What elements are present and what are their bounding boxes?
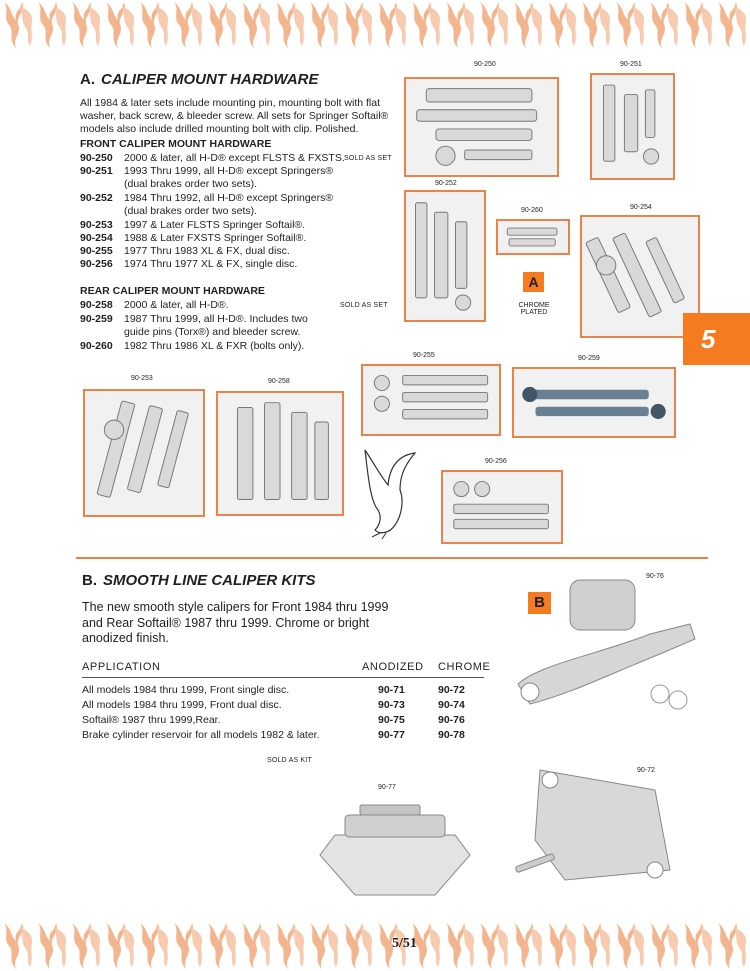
badge-b: B [528,592,551,614]
photo-label-90-77: 90-77 [378,784,396,791]
photo-label-90-251: 90-251 [620,61,642,68]
sold-as-kit: SOLD AS KIT [267,757,312,764]
section-a-intro: All 1984 & later sets include mounting pin, mounting bolt with flat washer, back screw, & bleeder screw. All sets for Springer Softail® models also include drilled mounting bolt with clip. Polished. [80,97,389,136]
table-row: Brake cylinder reservoir for all models 1982 & later. 90-77 90-78 [82,729,465,741]
photo-label-90-256: 90-256 [485,458,507,465]
front-item-cont: (dual brakes order two sets). [124,205,258,217]
photo-90-258 [216,391,344,516]
col-header-anodized: ANODIZED [362,661,424,673]
table-header-rule [82,677,484,678]
chapter-tab: 5 [683,313,750,365]
photo-label-90-72: 90-72 [637,767,655,774]
photo-label-90-259: 90-259 [578,355,600,362]
photo-90-251 [590,73,675,180]
rear-sold-as-set: SOLD AS SET [340,302,388,309]
section-divider [76,557,708,559]
caliper-bracket-90-76 [510,574,700,724]
photo-label-90-255: 90-255 [413,352,435,359]
front-sold-as-set: SOLD AS SET [344,155,392,162]
photo-90-256 [441,470,563,544]
reservoir-90-77 [315,795,475,900]
photo-label-90-258: 90-258 [268,378,290,385]
rear-item: 90-260 1982 Thru 1986 XL & FXR (bolts only). [80,340,305,352]
table-row: All models 1984 thru 1999, Front dual disc. 90-73 90-74 [82,699,465,711]
photo-90-250 [404,77,559,177]
front-item: 90-252 1984 Thru 1992, all H-D® except Springers® [80,192,334,204]
flame-border-bottom [0,921,750,971]
rear-item: 90-259 1987 Thru 1999, all H-D®. Includes two [80,313,308,325]
front-item: 90-255 1977 Thru 1983 XL & FX, dual disc. [80,245,290,257]
section-b-description: The new smooth style calipers for Front 1984 thru 1999 and Rear Softail® 1987 thru 1999. Chrome or bright anodized finish. [82,600,389,646]
front-item: 90-250 2000 & later, all H-D® except FLSTS & FXSTS. [80,152,345,164]
eagle-illustration [360,445,420,540]
front-heading: FRONT CALIPER MOUNT HARDWARE [80,138,272,150]
photo-label-90-253: 90-253 [131,375,153,382]
badge-a: A [523,272,544,292]
front-item: 90-254 1988 & Later FXSTS Springer Softail®. [80,232,307,244]
front-item: 90-256 1974 Thru 1977 XL & FX, single disc. [80,258,298,270]
rear-item: 90-258 2000 & later, all H-D®. [80,299,229,311]
photo-90-260 [496,219,570,255]
front-item: 90-251 1993 Thru 1999, all H-D® except Springers® [80,165,334,177]
section-a-title: A. CALIPER MOUNT HARDWARE [80,71,319,88]
flame-border-top [0,0,750,52]
photo-label-90-254: 90-254 [630,204,652,211]
photo-label-90-76: 90-76 [646,573,664,580]
rear-item-cont: guide pins (Torx®) and bleeder screw. [124,326,301,338]
photo-label-90-250: 90-250 [474,61,496,68]
photo-label-90-252: 90-252 [435,180,457,187]
photo-90-255 [361,364,501,436]
chrome-plated-label: CHROME PLATED [518,302,550,316]
section-b-title: B. SMOOTH LINE CALIPER KITS [82,572,316,589]
photo-90-254 [580,215,700,338]
col-header-chrome: CHROME [438,661,491,673]
page-number: 5/51 [392,936,417,951]
front-item-cont: (dual brakes order two sets). [124,178,258,190]
caliper-90-72 [505,760,685,910]
photo-90-253 [83,389,205,517]
photo-label-90-260: 90-260 [521,207,543,214]
rear-heading: REAR CALIPER MOUNT HARDWARE [80,285,265,297]
table-row: All models 1984 thru 1999, Front single disc. 90-71 90-72 [82,684,465,696]
table-row: Softail® 1987 thru 1999,Rear. 90-75 90-76 [82,714,465,726]
photo-90-259 [512,367,676,438]
front-item: 90-253 1997 & Later FLSTS Springer Softail®. [80,219,306,231]
col-header-application: APPLICATION [82,661,161,673]
photo-90-252 [404,190,486,322]
